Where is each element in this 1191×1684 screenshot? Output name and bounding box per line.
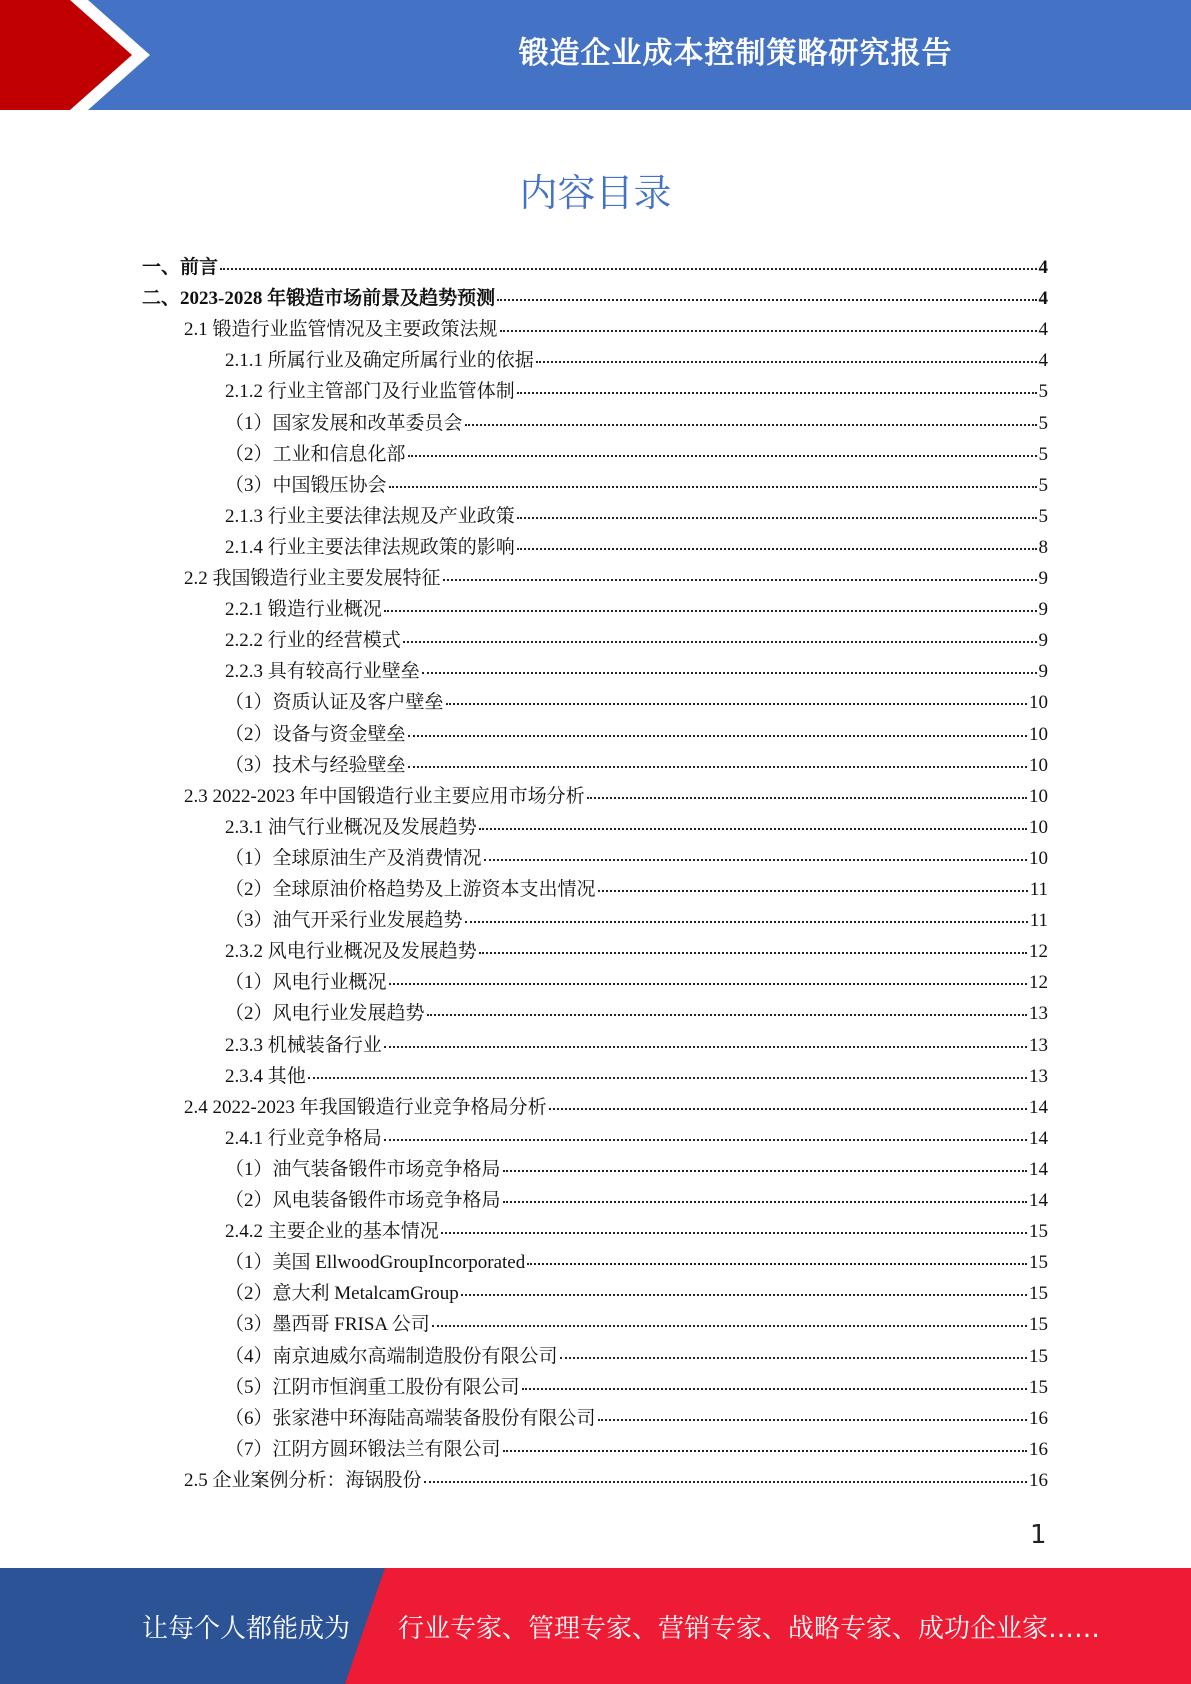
toc-leader-dots: [598, 1405, 1027, 1421]
toc-leader-dots: [384, 1125, 1027, 1141]
toc-entry[interactable]: [225, 376, 1048, 407]
toc-entry-page: 4: [1038, 288, 1048, 309]
page-footer: [0, 1568, 1191, 1684]
toc-entry-label: 2.1.3 行业主要法律法规及产业政策: [225, 506, 515, 527]
toc-entry-label: 2.3.1 油气行业概况及发展趋势: [225, 817, 477, 838]
toc-leader-dots: [443, 565, 1037, 581]
toc-entry-label: 2.3.4 其他: [225, 1066, 306, 1087]
toc-entry-label: （3）油气开采行业发展趋势: [225, 910, 463, 931]
toc-entry-page: 10: [1029, 817, 1048, 838]
toc-entry[interactable]: [225, 532, 1048, 563]
toc-entry[interactable]: [184, 314, 1048, 345]
toc-entry-label: 2.1.2 行业主管部门及行业监管体制: [225, 381, 515, 402]
toc-entry[interactable]: [225, 905, 1048, 936]
toc-entry-label: （1）资质认证及客户壁垒: [225, 692, 444, 713]
toc-leader-dots: [598, 876, 1028, 892]
toc-leader-dots: [465, 410, 1037, 426]
toc-entry[interactable]: [184, 781, 1048, 812]
toc-leader-dots: [389, 969, 1027, 985]
toc-entry[interactable]: [225, 408, 1048, 439]
toc-leader-dots: [479, 814, 1027, 830]
toc-entry-label: （3）技术与经验壁垒: [225, 755, 406, 776]
toc-entry[interactable]: [225, 874, 1048, 905]
toc-entry[interactable]: [225, 1185, 1048, 1216]
toc-entry-label: （1）国家发展和改革委员会: [225, 413, 463, 434]
toc-entry-page: 8: [1038, 537, 1048, 558]
toc-entry[interactable]: [225, 843, 1048, 874]
toc-entry-label: 2.3.2 风电行业概况及发展趋势: [225, 941, 477, 962]
toc-leader-dots: [503, 1156, 1027, 1172]
toc-entry-label: 2.1 锻造行业监管情况及主要政策法规: [184, 319, 498, 340]
toc-entry-page: 9: [1038, 599, 1048, 620]
toc-entry[interactable]: [225, 1061, 1048, 1092]
toc-entry-page: 10: [1029, 786, 1048, 807]
header-title: 锻造企业成本控制策略研究报告: [518, 36, 953, 71]
toc-leader-dots: [389, 472, 1037, 488]
toc-leader-dots: [560, 1343, 1027, 1359]
toc-entry[interactable]: [225, 687, 1048, 718]
toc-leader-dots: [220, 254, 1036, 270]
toc-entry-page: 12: [1029, 972, 1048, 993]
toc-entry-page: 10: [1029, 848, 1048, 869]
toc-entry[interactable]: [225, 1309, 1048, 1340]
toc-entry-label: 2.4 2022-2023 年我国锻造行业竞争格局分析: [184, 1097, 547, 1118]
toc-entry-page: 5: [1038, 413, 1048, 434]
toc-entry[interactable]: [225, 656, 1048, 687]
toc-entry[interactable]: [225, 345, 1048, 376]
toc-entry-label: 2.3.3 机械装备行业: [225, 1035, 382, 1056]
toc-entry-label: （2）设备与资金壁垒: [225, 724, 406, 745]
toc-entry-page: 13: [1029, 1003, 1048, 1024]
toc-entry[interactable]: [225, 594, 1048, 625]
toc-entry-label: 2.4.1 行业竞争格局: [225, 1128, 382, 1149]
toc-entry[interactable]: [225, 470, 1048, 501]
toc-leader-dots: [384, 1032, 1027, 1048]
toc-leader-dots: [503, 1436, 1027, 1452]
toc-entry-label: （4）南京迪威尔高端制造股份有限公司: [225, 1346, 558, 1367]
toc-entry-label: （5）江阴市恒润重工股份有限公司: [225, 1377, 520, 1398]
toc-entry-label: 2.2.2 行业的经营模式: [225, 630, 401, 651]
toc-entry[interactable]: [225, 936, 1048, 967]
toc-entry[interactable]: [184, 1465, 1048, 1496]
toc-entry-page: 12: [1029, 941, 1048, 962]
toc-entry-label: （2）风电装备锻件市场竞争格局: [225, 1190, 501, 1211]
toc-entry[interactable]: [225, 1341, 1048, 1372]
toc-leader-dots: [461, 1280, 1027, 1296]
toc-entry[interactable]: [225, 1123, 1048, 1154]
toc-entry-label: 一、前言: [142, 257, 219, 278]
toc-title: 内容目录: [519, 171, 672, 215]
toc-entry-page: 15: [1029, 1252, 1048, 1273]
header-red-arrow-shape: [0, 0, 140, 110]
toc-entry-label: （2）全球原油价格趋势及上游资本支出情况: [225, 879, 596, 900]
toc-entry[interactable]: [225, 501, 1048, 532]
toc-entry-page: 9: [1038, 630, 1048, 651]
toc-entry-label: 2.1.4 行业主要法律法规政策的影响: [225, 537, 515, 558]
toc-entry-label: （2）工业和信息化部: [225, 444, 406, 465]
toc-leader-dots: [441, 1218, 1027, 1234]
toc-leader-dots: [422, 658, 1037, 674]
toc-entry-page: 16: [1029, 1470, 1048, 1491]
toc-leader-dots: [424, 1467, 1027, 1483]
toc-entry-label: 2.2.1 锻造行业概况: [225, 599, 382, 620]
toc-entry[interactable]: [225, 1154, 1048, 1185]
toc-entry-page: 14: [1029, 1097, 1048, 1118]
toc-leader-dots: [403, 627, 1037, 643]
toc-entry-label: （3）中国锻压协会: [225, 475, 387, 496]
toc-leader-dots: [384, 596, 1037, 612]
toc-entry-page: 5: [1038, 475, 1048, 496]
toc-entry-label: （2）意大利 MetalcamGroup: [225, 1283, 459, 1304]
toc-entry-page: 14: [1029, 1159, 1048, 1180]
toc-leader-dots: [479, 938, 1027, 954]
toc-entry[interactable]: [225, 812, 1048, 843]
toc-entry-label: （1）风电行业概况: [225, 972, 387, 993]
toc-entry[interactable]: [225, 1030, 1048, 1061]
footer-slogan-left: 让每个人都能成为: [142, 1614, 351, 1644]
toc-leader-dots: [408, 721, 1027, 737]
toc-entry-page: 13: [1029, 1066, 1048, 1087]
toc-leader-dots: [503, 1187, 1027, 1203]
toc-entry-page: 4: [1038, 350, 1048, 371]
toc-leader-dots: [427, 1000, 1027, 1016]
toc-entry-label: （2）风电行业发展趋势: [225, 1003, 425, 1024]
toc-leader-dots: [465, 907, 1028, 923]
toc-leader-dots: [517, 503, 1037, 519]
toc-entry-page: 15: [1029, 1283, 1048, 1304]
toc-leader-dots: [497, 285, 1036, 301]
toc-entry-label: 2.2.3 具有较高行业壁垒: [225, 661, 420, 682]
toc-entry-label: 2.1.1 所属行业及确定所属行业的依据: [225, 350, 534, 371]
toc-entry-page: 5: [1038, 381, 1048, 402]
toc-entry[interactable]: [225, 625, 1048, 656]
toc-entry-page: 5: [1038, 444, 1048, 465]
toc-entry[interactable]: [225, 1278, 1048, 1309]
toc-entry[interactable]: [142, 283, 1048, 314]
toc-entry[interactable]: [225, 1403, 1048, 1434]
page-number: 1: [1030, 1520, 1047, 1550]
toc-entry-page: 13: [1029, 1035, 1048, 1056]
toc-leader-dots: [517, 378, 1037, 394]
page-header: [0, 0, 1191, 110]
toc-entry[interactable]: [184, 563, 1048, 594]
toc-entry[interactable]: [225, 1372, 1048, 1403]
toc-entry-page: 10: [1029, 692, 1048, 713]
toc-entry-page: 14: [1029, 1190, 1048, 1211]
toc-entry-page: 9: [1038, 568, 1048, 589]
toc-leader-dots: [446, 689, 1027, 705]
toc-entry-label: （1）全球原油生产及消费情况: [225, 848, 482, 869]
toc-entry-label: 2.5 企业案例分析：海锅股份: [184, 1470, 422, 1491]
toc-entry-page: 5: [1038, 506, 1048, 527]
toc-entry-page: 15: [1029, 1314, 1048, 1335]
toc-entry[interactable]: [225, 1247, 1048, 1278]
toc-entry-page: 16: [1029, 1408, 1048, 1429]
toc-entry-page: 15: [1029, 1346, 1048, 1367]
toc-entry-label: （7）江阴方圆环锻法兰有限公司: [225, 1439, 501, 1460]
toc-entry[interactable]: [225, 967, 1048, 998]
toc-entry-page: 11: [1029, 910, 1048, 931]
toc-entry[interactable]: [142, 252, 1048, 283]
toc-leader-dots: [527, 1249, 1027, 1265]
toc-entry-page: 4: [1038, 319, 1048, 340]
toc-entry[interactable]: [225, 750, 1048, 781]
toc-entry-label: 2.2 我国锻造行业主要发展特征: [184, 568, 441, 589]
toc-leader-dots: [536, 347, 1037, 363]
toc-entry-page: 15: [1029, 1377, 1048, 1398]
toc-entry[interactable]: [225, 1434, 1048, 1465]
toc-leader-dots: [484, 845, 1027, 861]
toc-leader-dots: [587, 783, 1027, 799]
toc-entry-page: 15: [1029, 1221, 1048, 1242]
toc-leader-dots: [522, 1374, 1027, 1390]
toc-entry-label: （6）张家港中环海陆高端装备股份有限公司: [225, 1408, 596, 1429]
toc-leader-dots: [408, 752, 1027, 768]
toc-entry-label: （1）油气装备锻件市场竞争格局: [225, 1159, 501, 1180]
footer-slogan-right: 行业专家、管理专家、营销专家、战略专家、成功企业家……: [398, 1614, 1101, 1644]
toc-entry-page: 9: [1038, 661, 1048, 682]
toc-entry-page: 14: [1029, 1128, 1048, 1149]
toc-leader-dots: [308, 1063, 1027, 1079]
toc-entry-page: 4: [1038, 257, 1048, 278]
toc-entry[interactable]: [225, 719, 1048, 750]
toc-entry-page: 11: [1029, 879, 1048, 900]
toc-leader-dots: [517, 534, 1037, 550]
toc-entry-label: 2.4.2 主要企业的基本情况: [225, 1221, 439, 1242]
toc-leader-dots: [549, 1094, 1027, 1110]
toc-entry[interactable]: [184, 1092, 1048, 1123]
toc-entry-label: （3）墨西哥 FRISA 公司: [225, 1314, 430, 1335]
toc-leader-dots: [408, 441, 1037, 457]
toc-entry-page: 16: [1029, 1439, 1048, 1460]
toc-entry[interactable]: [225, 439, 1048, 470]
toc-entry-page: 10: [1029, 755, 1048, 776]
toc-entry[interactable]: [225, 1216, 1048, 1247]
toc-entry-label: 2.3 2022-2023 年中国锻造行业主要应用市场分析: [184, 786, 585, 807]
toc-entry[interactable]: [225, 998, 1048, 1029]
toc-leader-dots: [500, 316, 1037, 332]
toc-entry-label: （1）美国 EllwoodGroupIncorporated: [225, 1252, 526, 1273]
toc-entry-label: 二、2023-2028 年锻造市场前景及趋势预测: [142, 288, 496, 309]
toc-entry-page: 10: [1029, 724, 1048, 745]
toc-leader-dots: [432, 1311, 1027, 1327]
